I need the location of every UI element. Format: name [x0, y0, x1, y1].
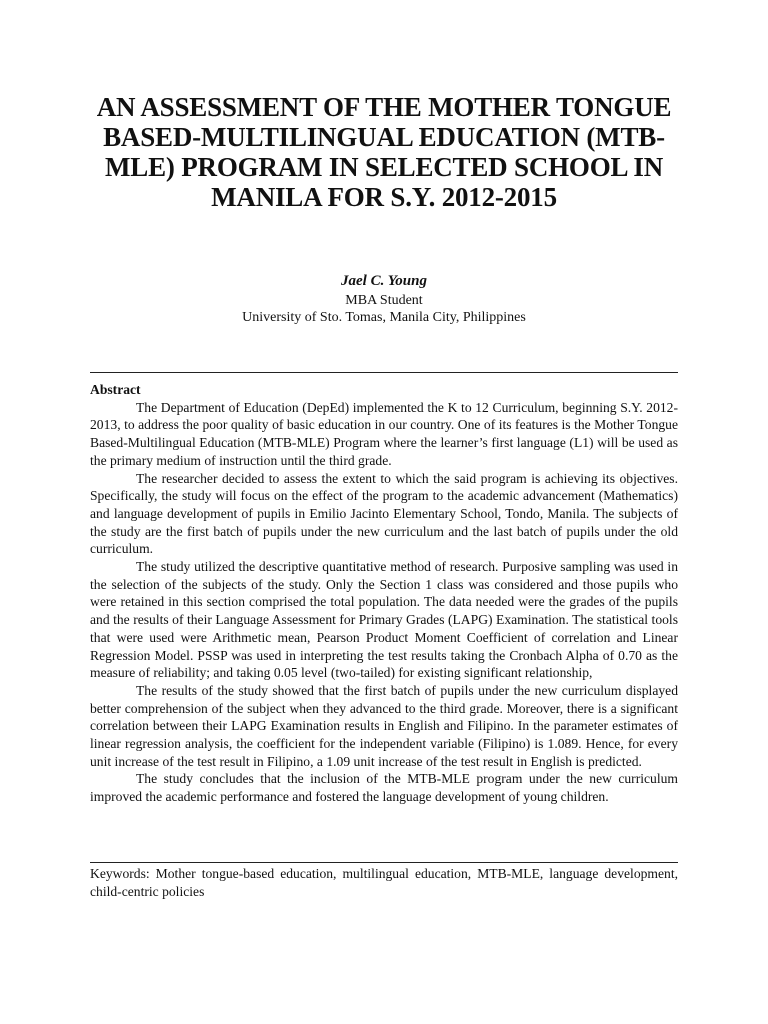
- title-line: MANILA FOR S.Y. 2012-2015: [211, 182, 557, 212]
- abstract-heading: Abstract: [90, 382, 141, 397]
- paper-title: [90, 92, 678, 212]
- author-role: MBA Student: [345, 293, 423, 308]
- title-line: MLE) PROGRAM IN SELECTED SCHOOL IN: [104, 152, 664, 182]
- title-line: AN ASSESSMENT OF THE MOTHER TONGUE: [96, 92, 672, 122]
- abstract-section: [90, 381, 678, 806]
- abstract-paragraph: The results of the study showed that the first batch of pupils under the new curriculum displayed better comprehension of the subject when they advanced to the third grade. Moreover, there is a significant correlation between their LAPG Examination results in English and Filipino. In the parameter estimates of linear regression analysis, the coefficient for the independent variable (Filipino) is 1.089. Hence, for every unit increase of the test result in Filipino, a 1.09 unit increase of the test result in English is predicted.: [90, 682, 678, 769]
- author-name: Jael C. Young: [341, 273, 427, 289]
- author-affiliation: University of Sto. Tomas, Manila City, Philippines: [242, 310, 526, 325]
- abstract-bottom-rule: [90, 862, 678, 863]
- abstract-paragraph: The Department of Education (DepEd) implemented the K to 12 Curriculum, beginning S.Y. 2012-2013, to address the poor quality of basic education in our country. One of its features is the Mother Tongue Based-Multilingual Education (MTB-MLE) Program where the learner’s first language (L1) will be used as the primary medium of instruction until the third grade.: [90, 399, 678, 468]
- author-block: [90, 273, 678, 326]
- abstract-paragraph: The study concludes that the inclusion of the MTB-MLE program under the new curriculum improved the academic performance and fostered the language development of young children.: [90, 771, 678, 805]
- abstract-paragraph: The study utilized the descriptive quantitative method of research. Purposive sampling was used in the selection of the subjects of the study. Only the Section 1 class was considered and those pupils who were retained in this section comprised the total population. The data needed were the grades of the pupils and the results of their Language Assessment for Primary Grades (LAPG) Examination. The statistical tools that were used were Arithmetic mean, Pearson Product Moment Coefficient of correlation and Linear Regression Model. PSSP was used in interpreting the test results taking the Cronbach Alpha of 0.70 as the measure of reliability; and taking 0.05 level (two-tailed) for existing significant relationship,: [90, 559, 678, 681]
- abstract-paragraph: The researcher decided to assess the extent to which the said program is achieving its objectives. Specifically, the study will focus on the effect of the program to the academic advancement (Mathematics) and language development of pupils in Emilio Jacinto Elementary School, Tondo, Manila. The subjects of the study are the first batch of pupils under the new curriculum and the last batch of pupils under the old curriculum.: [90, 470, 678, 557]
- abstract-top-rule: [90, 372, 678, 373]
- title-line: BASED-MULTILINGUAL EDUCATION (MTB-: [103, 122, 665, 152]
- keywords: Keywords: Mother tongue-based education, multilingual education, MTB-MLE, language development, child-centric policies: [90, 866, 678, 899]
